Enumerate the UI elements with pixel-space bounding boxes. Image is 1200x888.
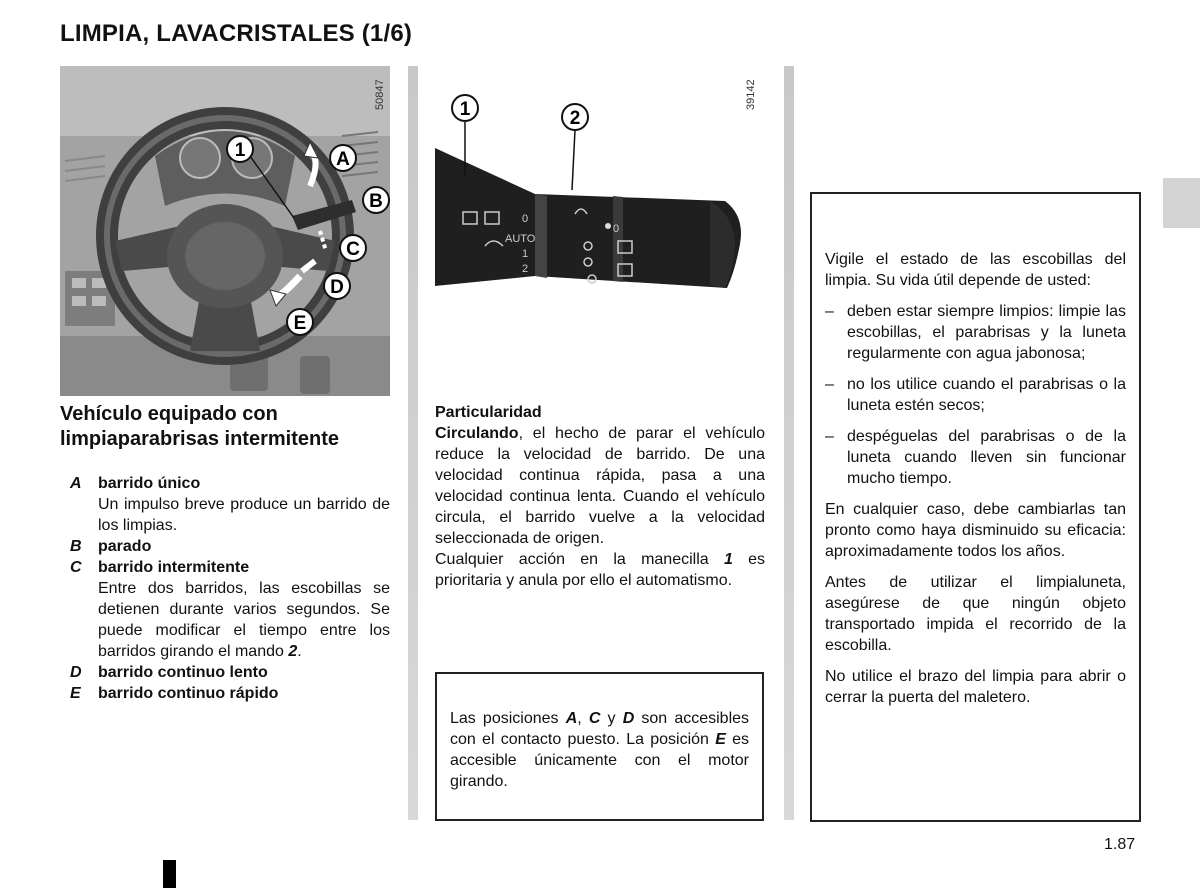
care-paragraph-4: No utilice el brazo del limpia para abrir o cerrar la puerta del maletero. bbox=[825, 668, 1126, 706]
item-desc-em: 2 bbox=[288, 643, 298, 660]
label-a-text: A bbox=[336, 149, 350, 170]
label-b bbox=[363, 187, 389, 213]
label-b-text: B bbox=[369, 191, 383, 212]
section-tab bbox=[1163, 178, 1200, 228]
label-e-text: E bbox=[293, 313, 307, 334]
bullet-text: deben estar siempre limpios: limpie las escobillas, el parabrisas y la luneta regularmente con agua jabonosa; bbox=[847, 303, 1126, 362]
label-c bbox=[340, 235, 366, 261]
column-separator-left bbox=[408, 66, 418, 820]
care-paragraph-3: Antes de utilizar el limpialuneta, asegúrese de que ningún objeto transportado impida el recorrido de la escobilla. bbox=[825, 574, 1126, 654]
note-key-c: C bbox=[588, 710, 601, 727]
note-text-part: es accesible únicamente con el motor girando. bbox=[450, 731, 750, 790]
label-1-stalk-text: 1 bbox=[459, 99, 471, 120]
care-intro: Vigile el estado de las escobillas del limpia. Su vida útil depende de usted: bbox=[825, 251, 1126, 289]
particularidad-paragraph-2 bbox=[435, 549, 765, 591]
particularidad-text-2-post: es prioritaria y anula por ello el automatismo. bbox=[435, 551, 766, 589]
subtitle-line-2: limpiaparabrisas intermitente bbox=[60, 428, 339, 450]
note-text-part: Las posiciones bbox=[450, 710, 566, 727]
item-key: C bbox=[70, 559, 82, 576]
item-description bbox=[60, 578, 390, 662]
positions-note-box bbox=[435, 672, 764, 821]
note-text-part: , bbox=[577, 710, 589, 727]
bullet-dash: – bbox=[825, 376, 834, 393]
steering-wheel-figure bbox=[60, 66, 390, 396]
note-key-a: A bbox=[565, 710, 578, 727]
note-key-e: E bbox=[715, 731, 726, 748]
stalk-one: 1 bbox=[522, 248, 529, 260]
column-separator-right bbox=[784, 66, 794, 820]
label-2-stalk bbox=[562, 104, 588, 130]
label-c-text: C bbox=[346, 239, 360, 260]
print-mark bbox=[163, 860, 176, 888]
item-label: barrido único bbox=[98, 475, 201, 492]
list-item bbox=[60, 683, 390, 704]
care-bullet bbox=[825, 301, 1126, 364]
label-a bbox=[330, 145, 356, 171]
particularidad-lead: Circulando bbox=[435, 425, 519, 442]
page-number: 1.87 bbox=[1104, 836, 1136, 853]
list-item bbox=[60, 473, 390, 494]
positions-note-text bbox=[450, 708, 749, 792]
wiper-stalk-figure bbox=[435, 66, 765, 326]
list-item bbox=[60, 662, 390, 683]
care-bullet bbox=[825, 426, 1126, 489]
bullet-text: no los utilice cuando el parabrisas o la luneta estén secos; bbox=[847, 376, 1126, 414]
wiper-stalk-illustration bbox=[435, 66, 765, 326]
particularidad-text-2-pre: Cualquier acción en la manecilla bbox=[435, 551, 724, 568]
wiper-positions-list bbox=[60, 473, 390, 704]
section-subtitle bbox=[60, 402, 400, 452]
wiper-care-box bbox=[810, 192, 1141, 822]
particularidad-text-2-em: 1 bbox=[723, 551, 733, 568]
bullet-dash: – bbox=[825, 303, 834, 320]
note-text-part: y bbox=[600, 710, 623, 727]
item-description: Un impulso breve produce un barrido de los limpias. bbox=[98, 496, 390, 534]
figure2-ref: 39142 bbox=[745, 79, 757, 110]
particularidad-text-1: , el hecho de parar el vehículo reduce la velocidad de barrido. De una velocidad continua rápida, pasa a una velocidad continua lenta. Cuando el vehículo circula, el barrido vuelve a la velocidad seleccionada de origen. bbox=[435, 425, 765, 547]
item-label: barrido intermitente bbox=[98, 559, 250, 576]
label-d bbox=[324, 273, 350, 299]
label-1-stalk bbox=[452, 95, 478, 121]
list-item bbox=[60, 557, 390, 578]
stalk-auto: AUTO bbox=[505, 233, 536, 245]
subtitle-line-1: Vehículo equipado con bbox=[60, 403, 278, 425]
note-text-part: son accesibles con el contacto puesto. La posición bbox=[450, 710, 750, 748]
steering-wheel-illustration bbox=[60, 66, 390, 396]
care-paragraph-2: En cualquier caso, debe cambiarlas tan pronto como haya disminuido su eficacia: aproximadamente todos los años. bbox=[825, 501, 1126, 560]
bullet-dash: – bbox=[825, 428, 834, 445]
stalk-zero: 0 bbox=[522, 213, 529, 225]
item-label: barrido continuo rápido bbox=[98, 685, 279, 702]
item-key: D bbox=[70, 664, 82, 681]
stalk-two: 2 bbox=[522, 263, 529, 275]
item-key: A bbox=[70, 475, 82, 492]
particularidad-section bbox=[435, 402, 765, 591]
label-d-text: D bbox=[330, 277, 344, 298]
label-1 bbox=[227, 136, 253, 162]
item-desc-pre: Entre dos barridos, las escobillas se detienen durante varios segundos. Se puede modificar el tiempo entre los barridos girando el mando bbox=[98, 580, 390, 660]
care-bullet bbox=[825, 374, 1126, 416]
bullet-text: despéguelas del parabrisas o de la luneta cuando lleven sin funcionar mucho tiempo. bbox=[847, 428, 1126, 487]
label-1-text: 1 bbox=[234, 140, 246, 161]
label-2-stalk-text: 2 bbox=[569, 108, 581, 129]
item-label: barrido continuo lento bbox=[98, 664, 268, 681]
figure1-ref: 50847 bbox=[374, 79, 386, 110]
label-e bbox=[287, 309, 313, 335]
item-label: parado bbox=[98, 538, 152, 555]
item-desc-post: . bbox=[297, 643, 302, 660]
note-key-d: D bbox=[622, 710, 635, 727]
item-key: E bbox=[70, 685, 81, 702]
list-item bbox=[60, 536, 390, 557]
stalk-zero-right: 0 bbox=[613, 223, 620, 235]
page-title: LIMPIA, LAVACRISTALES (1/6) bbox=[60, 20, 413, 47]
item-key: B bbox=[70, 538, 82, 555]
particularidad-heading: Particularidad bbox=[435, 404, 542, 421]
particularidad-paragraph-1 bbox=[435, 423, 765, 549]
